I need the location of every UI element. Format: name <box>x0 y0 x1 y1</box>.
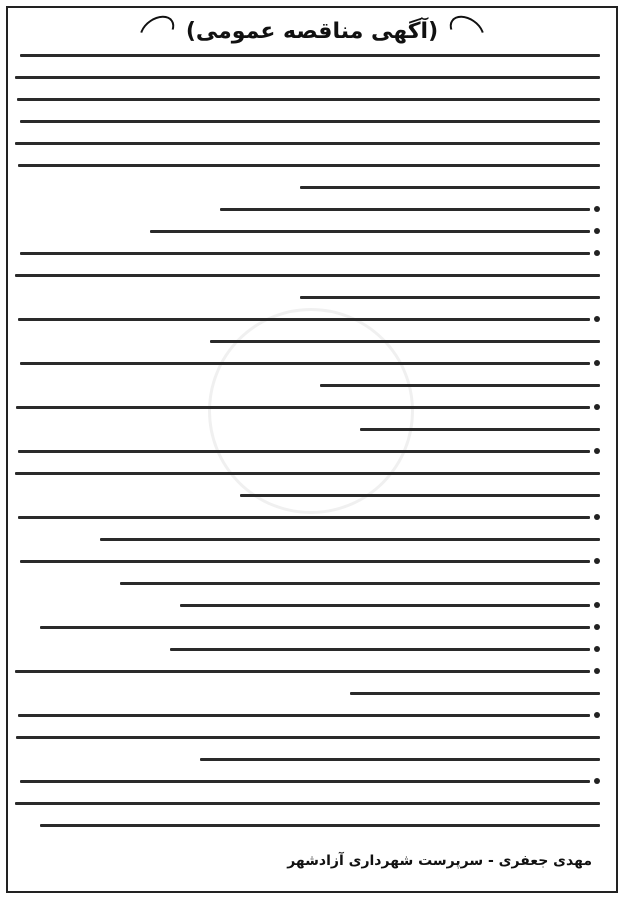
bullet-icon <box>594 404 600 410</box>
body-text-line <box>360 428 600 431</box>
body-text-line <box>15 274 600 277</box>
body-text-line <box>300 296 600 299</box>
body-text-line <box>17 98 600 101</box>
body-text-line <box>150 230 590 233</box>
bullet-icon <box>594 778 600 784</box>
body-text-line <box>210 340 600 343</box>
body-text-line <box>350 692 600 695</box>
body-text-line <box>20 362 590 365</box>
body-text-line <box>220 208 590 211</box>
body-text-line <box>300 186 600 189</box>
signature-line: مهدی جعفری - سرپرست شهرداری آزادشهر <box>287 853 592 869</box>
body-text-line <box>16 406 590 409</box>
body-text-line <box>20 54 600 57</box>
bullet-icon <box>594 316 600 322</box>
body-text-line <box>15 472 600 475</box>
body-text-line <box>15 142 600 145</box>
body-text-line <box>20 120 600 123</box>
body-text-line <box>15 670 590 673</box>
bullet-icon <box>594 558 600 564</box>
body-text-line <box>18 450 590 453</box>
body-text-line <box>15 76 600 79</box>
notice-frame <box>6 6 618 893</box>
body-text-line <box>18 164 600 167</box>
body-text-line <box>200 758 600 761</box>
notice-header <box>8 18 616 44</box>
bullet-icon <box>594 712 600 718</box>
body-text-line <box>320 384 600 387</box>
notice-body <box>24 54 600 854</box>
body-text-line <box>18 318 590 321</box>
notice-title: (آگهی مناقصه عمومی) <box>185 18 439 44</box>
bullet-icon <box>594 228 600 234</box>
right-ornament-icon <box>444 9 490 52</box>
body-text-line <box>15 802 600 805</box>
body-text-line <box>18 714 590 717</box>
bullet-icon <box>594 624 600 630</box>
bullet-icon <box>594 602 600 608</box>
body-text-line <box>180 604 590 607</box>
body-text-line <box>20 252 590 255</box>
bullet-icon <box>594 206 600 212</box>
body-text-line <box>120 582 600 585</box>
body-text-line <box>16 736 600 739</box>
left-ornament-icon <box>134 9 180 52</box>
body-text-line <box>240 494 600 497</box>
body-text-line <box>100 538 600 541</box>
bullet-icon <box>594 646 600 652</box>
body-text-line <box>40 626 590 629</box>
body-text-line <box>170 648 590 651</box>
body-text-line <box>20 780 590 783</box>
bullet-icon <box>594 448 600 454</box>
body-text-line <box>18 516 590 519</box>
bullet-icon <box>594 668 600 674</box>
bullet-icon <box>594 360 600 366</box>
body-text-line <box>40 824 600 827</box>
bullet-icon <box>594 250 600 256</box>
body-text-line <box>20 560 590 563</box>
bullet-icon <box>594 514 600 520</box>
